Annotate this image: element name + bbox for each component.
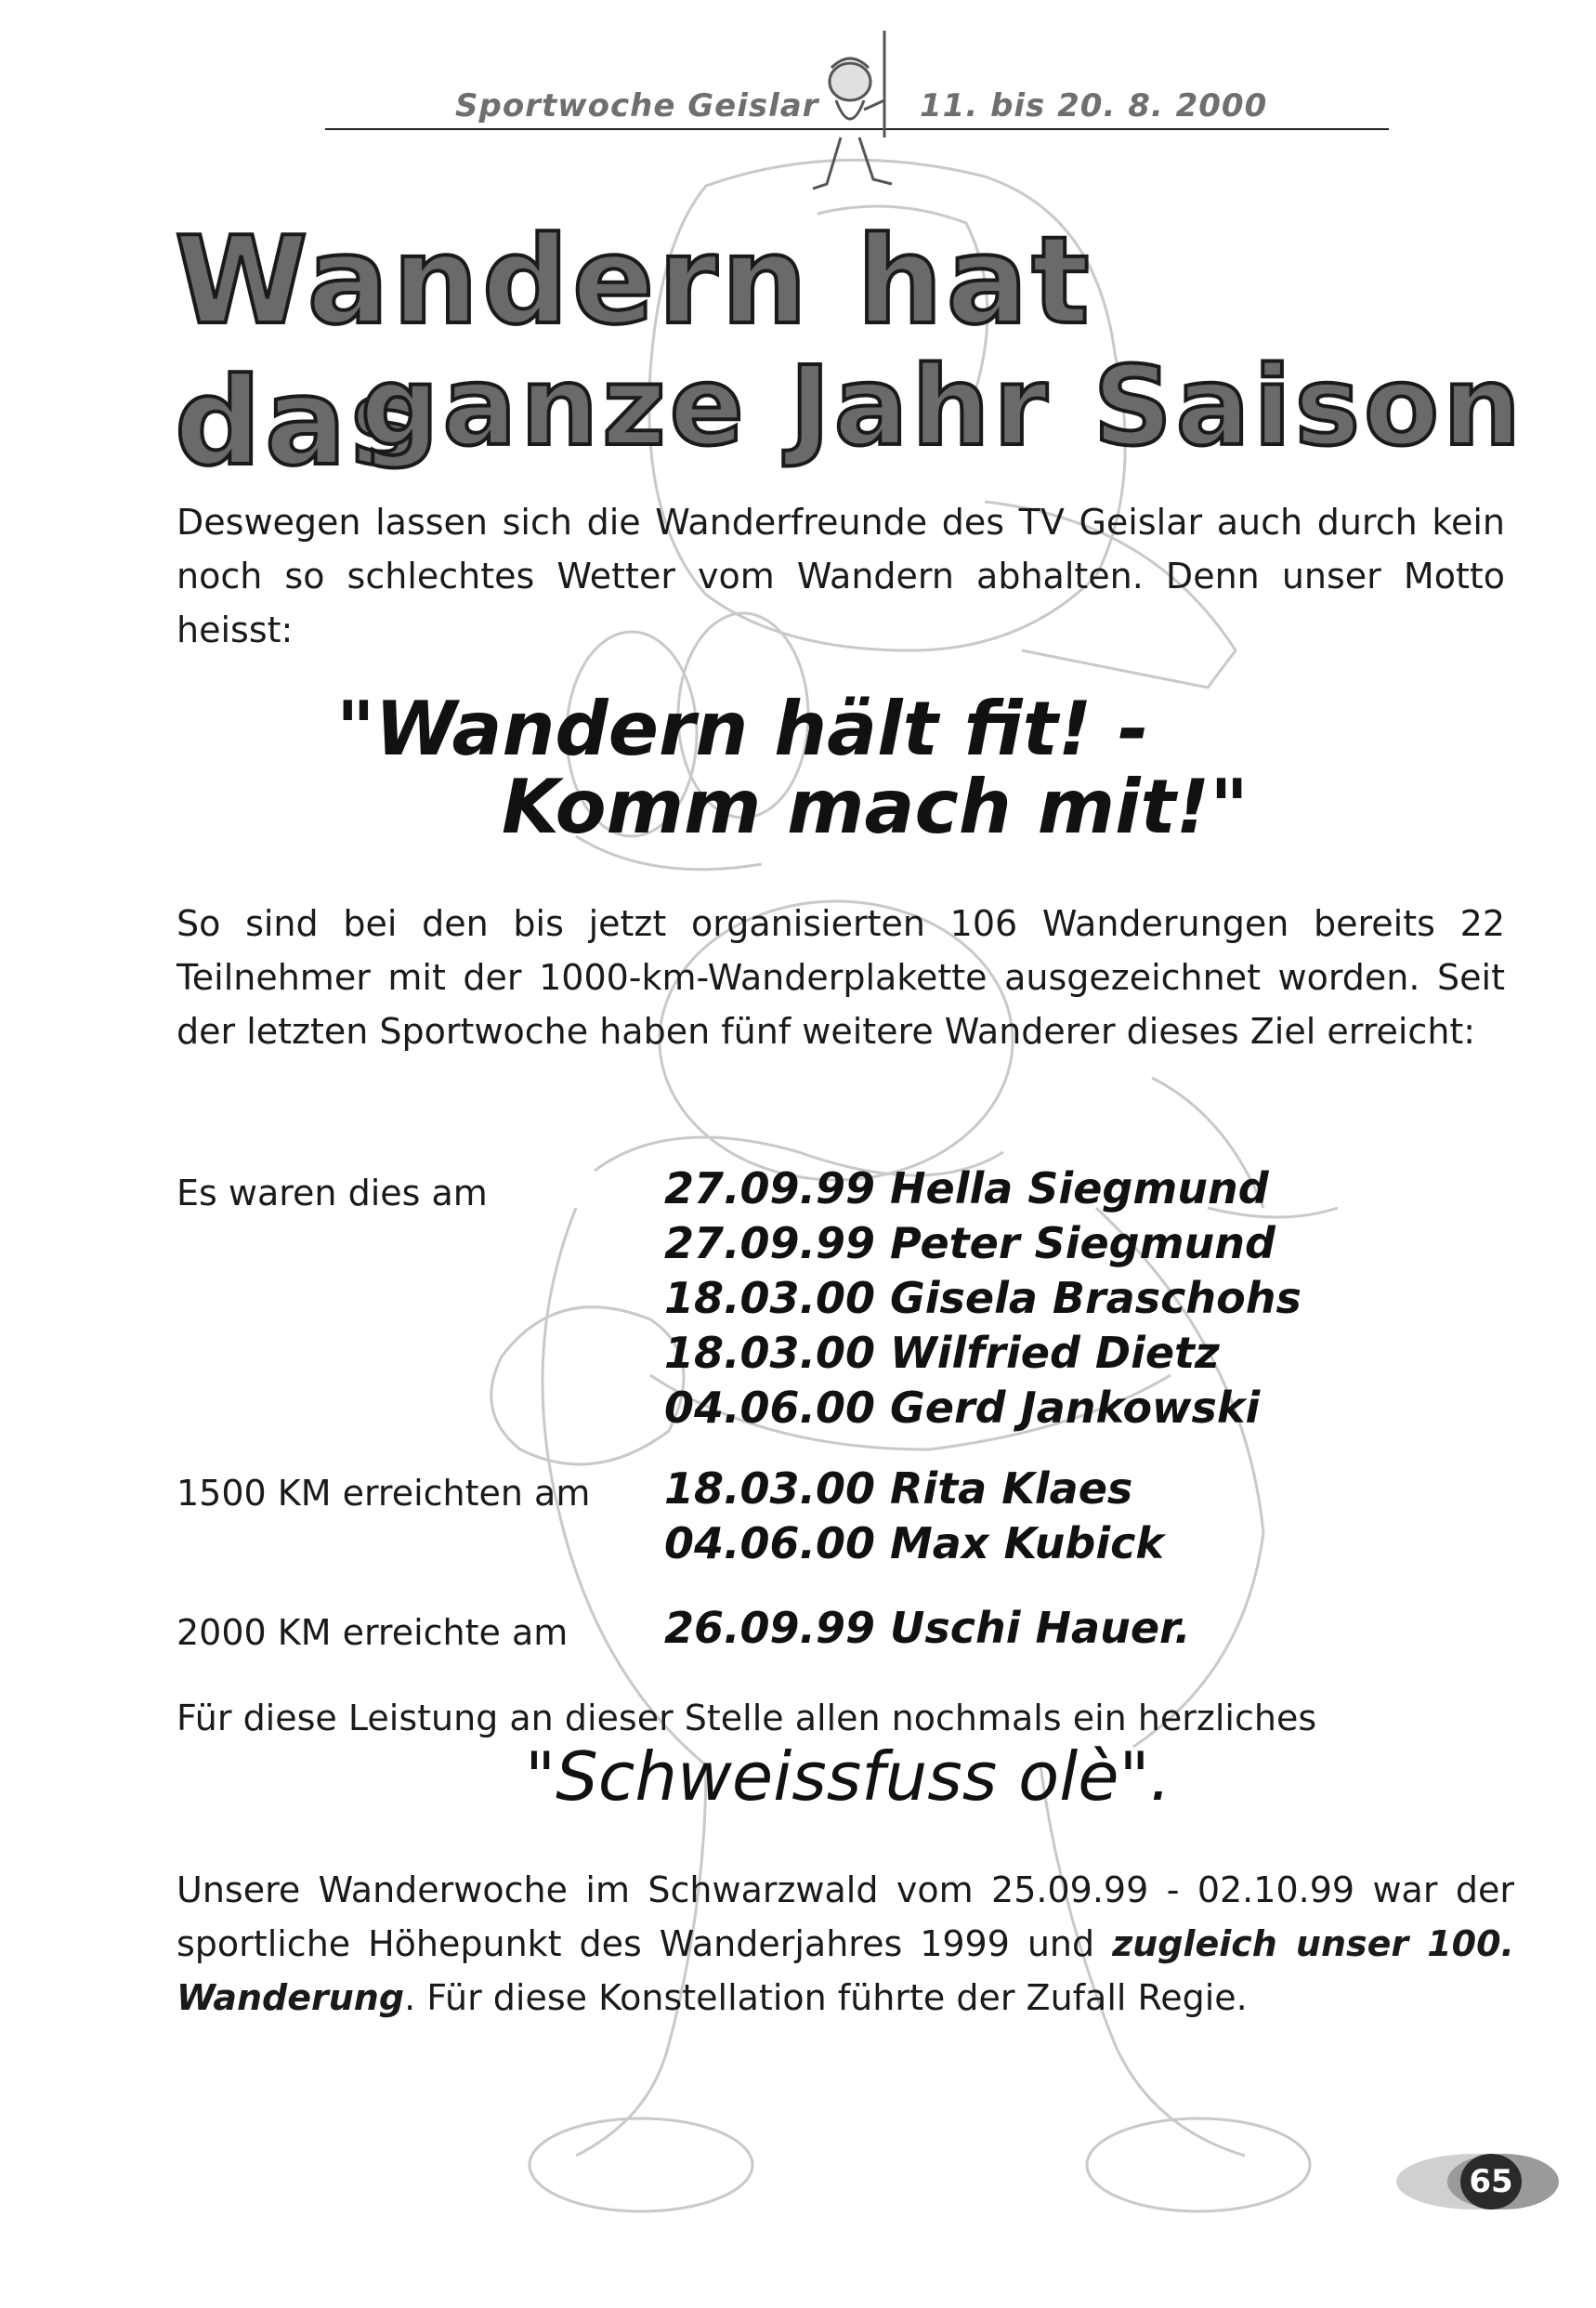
- achiever-entry: 04.06.00 Gerd Jankowski: [664, 1383, 1261, 1433]
- motto-line-1: "Wandern hält fit! -: [336, 686, 1149, 772]
- final-emphasis: zugleich unser 100. Wanderung: [177, 1923, 1514, 2018]
- achiever-entry: 27.09.99 Hella Siegmund: [664, 1163, 1269, 1213]
- group-label: 1500 KM erreichten am: [177, 1473, 591, 1514]
- page-title-line-2: ganze Jahr Saison: [360, 342, 1525, 470]
- header-event-dates: 11. bis 20. 8. 2000: [920, 87, 1268, 125]
- hiker-mascot-icon: [799, 26, 920, 212]
- final-text-1: Unsere Wanderwoche im Schwarzwald vom 25.09.99 - 02.10.99 war der sportliche Höhepunkt des Wanderjahres 1999 und: [177, 1869, 1514, 1964]
- achievement-paragraph: So sind bei den bis jetzt organisierten 106 Wanderungen bereits 22 Teilnehmer mit der 1000-km-Wanderplakette ausgezeichnet worden. Seit der letzten Sportwoche haben fünf weitere Wanderer dieses Ziel erreicht:: [177, 903, 1505, 1052]
- achiever-entry: 04.06.00 Max Kubick: [664, 1518, 1164, 1568]
- motto-line-2: Komm mach mit!": [502, 764, 1249, 850]
- intro-paragraph: Deswegen lassen sich die Wanderfreunde des TV Geislar auch durch kein noch so schlechtes Wetter vom Wandern abhalten. Denn unser Motto heisst:: [177, 502, 1505, 650]
- header-event-name: Sportwoche Geislar: [455, 87, 819, 125]
- final-paragraph: [177, 1863, 1514, 2025]
- group-label: 2000 KM erreichte am: [177, 1612, 569, 1653]
- thanks-line: Für diese Leistung an dieser Stelle allen nochmals ein herzliches: [177, 1698, 1317, 1738]
- schweissfuss-slogan: "Schweissfuss olè".: [525, 1738, 1171, 1816]
- group-label: Es waren dies am: [177, 1173, 488, 1213]
- page-number: 65: [1460, 2154, 1522, 2210]
- achiever-entry: 18.03.00 Gisela Braschohs: [664, 1273, 1302, 1323]
- final-text-2: . Für diese Konstellation führte der Zufall Regie.: [404, 1977, 1248, 2018]
- achiever-entry: 26.09.99 Uschi Hauer.: [664, 1603, 1191, 1653]
- achiever-entry: 18.03.00 Rita Klaes: [664, 1463, 1133, 1514]
- achiever-entry: 18.03.00 Wilfried Dietz: [664, 1328, 1220, 1378]
- achiever-entry: 27.09.99 Peter Siegmund: [664, 1218, 1275, 1268]
- page-title-line-1: Wandern hat das: [175, 210, 1093, 492]
